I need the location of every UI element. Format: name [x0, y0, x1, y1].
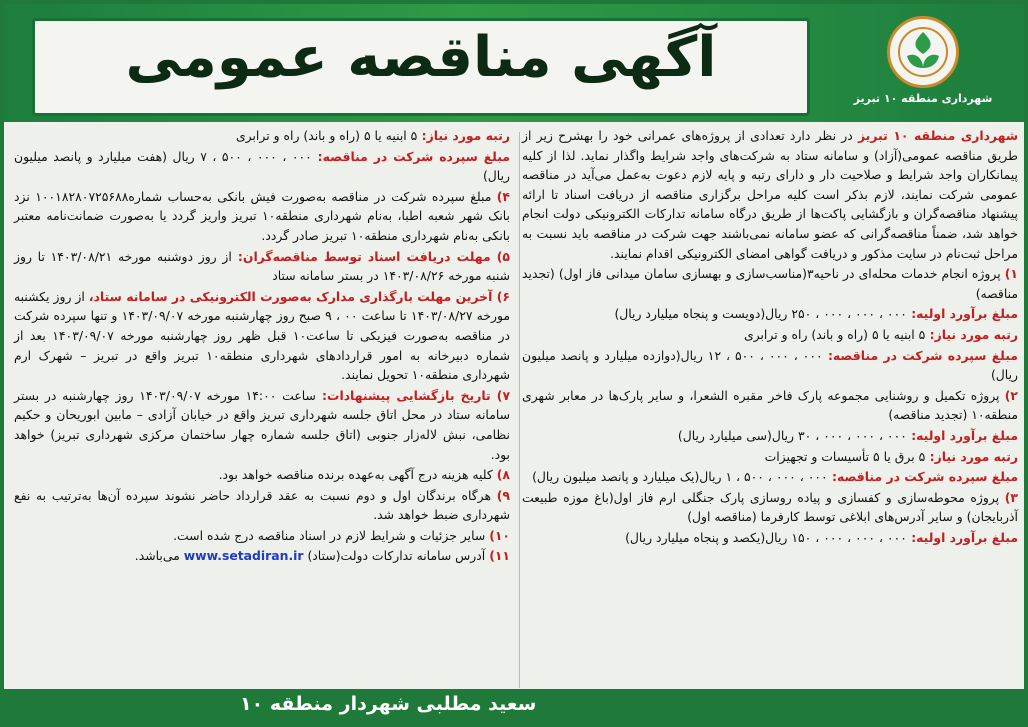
- deposit-value: ۰۰۰ ، ۰۰۰ ، ۵۰۰ ، ۷ ریال (هفت میلیارد و پانصد میلیون ریال): [14, 148, 510, 184]
- item-1-number: ۱): [1004, 266, 1018, 282]
- item-10: [14, 526, 510, 546]
- item-8: [14, 465, 510, 485]
- item-11-text: آدرس سامانه تدارکات دولت(ستاد): [303, 548, 490, 564]
- rank-label: رتبه مورد نیاز:: [417, 128, 510, 143]
- item-5-label: مهلت دریافت اسناد توسط مناقصه‌گران:: [231, 248, 497, 264]
- municipality-logo-icon: [887, 16, 959, 88]
- item-4-text: مبلغ سپرده شرکت در مناقصه به‌صورت فیش بانکی به‌حساب شماره۱۰۰۱۸۲۸۰۷۲۵۶۸۸ نزد بانک شهر شعبه اطبا، به‌نام شهرداری منطقه۱۰ تبریز واریز گردد یا به‌صورت ضمانت‌نامه معتبر بانکی به‌نام شهرداری منطقه۱۰ تبریز صادر گردد.: [14, 188, 510, 243]
- deposit-label: مبلغ سپرده شرکت در مناقصه:: [822, 347, 1018, 363]
- deposit-label: مبلغ سپرده شرکت در مناقصه:: [311, 148, 510, 164]
- item-10-text: سایر جزئیات و شرایط لازم در اسناد مناقصه درج شده است.: [173, 527, 490, 543]
- title-box: [32, 18, 810, 116]
- logo-emblem-icon: [895, 24, 951, 80]
- rank-value: ۵ برق یا ۵ تأسیسات و تجهیزات: [764, 448, 926, 464]
- deposit-value: ۰۰۰ ، ۰۰۰ ، ۵۰۰ ، ۱ ریال(یک میلیارد و پانصد میلیون ریال): [532, 469, 828, 485]
- rank-value: ۵ ابنیه یا ۵ (راه و باند) راه و ترابری: [743, 326, 926, 342]
- item-3-text: پروژه محوطه‌سازی و کفسازی و پیاده روسازی پارک جنگلی ارم فاز اول(باغ موزه طبیعت آذربایجان) و سایر آدرس‌های ابلاغی توسط کارفرما (مناقصه اول): [522, 489, 1018, 525]
- item-1-estimate: [522, 304, 1018, 324]
- intro-lead: شهرداری منطقه ۱۰ تبریز: [857, 128, 1019, 143]
- item-6-number: ۶): [496, 288, 510, 304]
- estimate-label: مبلغ برآورد اولیه:: [906, 427, 1018, 443]
- item-9-number: ۹): [496, 487, 510, 503]
- item-9-text: هرگاه برندگان اول و دوم نسبت به عقد قرارداد حاضر نشوند سپرده آن‌ها به‌ترتیب به نفع شهرداری ضبط خواهد شد.: [14, 487, 510, 523]
- item-2-estimate: [522, 426, 1018, 446]
- item-7-label: تاریخ بازگشایی پیشنهادات:: [315, 387, 497, 403]
- estimate-value: ۰۰۰ ، ۰۰۰ ، ۰۰۰ ، ۲۵۰ ریال(دویست و پنجاه میلیارد ریال): [614, 306, 907, 322]
- item-3-estimate: [522, 528, 1018, 548]
- item-5-number: ۵): [496, 248, 510, 264]
- item-5-text: از روز دوشنبه مورخه ۱۴۰۳/۰۸/۲۱ تا روز شنبه مورخه ۱۴۰۳/۰۸/۲۶ در بستر سامانه ستاد: [14, 248, 510, 284]
- rank-label: رتبه مورد نیاز:: [925, 326, 1018, 342]
- item-6-text: از روز یکشنبه مورخه ۱۴۰۳/۰۸/۲۷ تا ساعت ۰۰ ، ۹ صبح روز چهارشنبه مورخه ۱۴۰۳/۰۹/۰۷ و تنها سپرده شرکت در مناقصه به‌صورت فیزیکی تا ساعت۱۰ قبل ظهر روز چهارشنبه مورخه ۱۴۰۳/۰۹/۰۷ بعد از شماره دبیرخانه به امور قراردادهای شهرداری منطقه۱۰ تبریز واقع در تبریز – شهرک ارم شهرداری منطقه۱۰ تحویل نمایند.: [14, 288, 511, 383]
- item-7: [14, 386, 510, 464]
- estimate-label: مبلغ برآورد اولیه:: [906, 306, 1018, 322]
- notice-body: [14, 126, 1018, 692]
- estimate-value: ۰۰۰ ، ۰۰۰ ، ۰۰۰ ، ۳۰ ریال(سی میلیارد ریال): [677, 427, 907, 443]
- item-7-number: ۷): [496, 387, 511, 403]
- logo-caption: شهرداری منطقه ۱۰ تبریز: [853, 92, 993, 105]
- item-8-text: کلیه هزینه درج آگهی به‌عهده برنده مناقصه خواهد بود.: [218, 467, 497, 483]
- item-2-rank: [522, 447, 1018, 467]
- item-2-text: پروژه تکمیل و روشنایی مجموعه پارک فاخر مقبره الشعرا، و سایر پارک‌ها در معابر شهری منطقه۱۰ (تجدید مناقصه): [522, 387, 1018, 423]
- rank-label: رتبه مورد نیاز:: [925, 448, 1018, 464]
- setadiran-link[interactable]: www.setadiran.ir: [183, 548, 304, 564]
- column-divider: [519, 132, 520, 688]
- item-2: [522, 386, 1018, 425]
- item-9: [14, 486, 510, 525]
- mayor-signature: سعید مطلبی شهردار منطقه ۱۰: [240, 693, 537, 715]
- intro-paragraph: [522, 126, 1018, 263]
- left-column: [14, 126, 510, 692]
- intro-text: در نظر دارد تعدادی از پروژه‌های عمرانی خود را بهشرح زیر از طریق مناقصه عمومی(آزاد) و سامانه ستاد به شرکت‌های واجد شرایط واگذار نماید. لذا از کلیه پیمانکاران واجد شرایط و صلاحیت دار و دارای رتبه و پایه لازم دعوت به‌عمل می‌آید در مناقصه عمومی شرکت نمایند، لازم بذکر است کلیه مراحل برگزاری مناقصه از دریافت اسناد تا ارائه پیشنهاد مناقصه‌گران و بازگشایی پاکت‌ها از طریق درگاه سامانه تدارکات الکترونیکی دولت انجام خواهد شد، ضمناً مناقصه‌گرانی که عضو سامانه نمی‌باشند جهت شرکت در مناقصه باید نسبت به مراحل ثبت‌نام در سایت مذکور و دریافت گواهی امضای الکترونیکی اقدام نمایند.: [522, 128, 1018, 261]
- item-6: [14, 287, 510, 385]
- item-2-deposit: [522, 467, 1018, 487]
- item-3-number: ۳): [1004, 489, 1018, 505]
- estimate-label: مبلغ برآورد اولیه:: [906, 529, 1018, 545]
- item-3: [522, 488, 1018, 527]
- item-3-rank: [14, 126, 510, 146]
- item-4-number: ۴): [496, 188, 510, 204]
- item-1: [522, 264, 1018, 303]
- municipality-logo-block: [838, 16, 1008, 112]
- item-4: [14, 187, 510, 246]
- item-6-label: آخرین مهلت بارگذاری مدارک به‌صورت الکترونیکی در سامانه ستاد،: [88, 288, 497, 304]
- item-1-deposit: [522, 346, 1018, 385]
- item-7-text: ساعت ۱۴:۰۰ مورخه ۱۴۰۳/۰۹/۰۷ روز چهارشنبه در بستر سامانه ستاد در محل اتاق جلسه شهرداری تبریز واقع در خیابان آزادی – مابین ابوریحان و حکیم نظامی، نبش لاله‌زار جنوبی (اتاق جلسه شماره چهار ساختمان مرکزی شهرداری تبریز) خواهد بود.: [14, 387, 510, 462]
- notice-header: [4, 4, 1024, 122]
- item-11-end: می‌باشد.: [134, 548, 184, 564]
- item-11: [14, 546, 510, 566]
- item-8-number: ۸): [496, 467, 510, 483]
- right-column: [522, 126, 1018, 692]
- rank-value: ۵ ابنیه یا ۵ (راه و باند) راه و ترابری: [235, 128, 418, 143]
- item-5: [14, 247, 510, 286]
- item-10-number: ۱۰): [489, 527, 510, 543]
- item-3-deposit: [14, 147, 510, 186]
- item-1-text: پروژه انجام خدمات محله‌ای در ناحیه۳(مناسب‌سازی و بهسازی سامان میدانی فاز اول) (تجدید مناقصه): [522, 266, 1018, 301]
- signature-bar: [4, 689, 1024, 723]
- item-11-number: ۱۱): [489, 548, 510, 564]
- item-1-rank: [522, 325, 1018, 345]
- notice-title: آگهی مناقصه عمومی: [125, 25, 717, 90]
- estimate-value: ۰۰۰ ، ۰۰۰ ، ۰۰۰ ، ۱۵۰ ریال(یکصد و پنجاه میلیارد ریال): [625, 529, 907, 545]
- deposit-value: ۰۰۰ ، ۰۰۰ ، ۵۰۰ ، ۱۲ ریال(دوازده میلیارد و پانصد میلیون ریال): [522, 347, 1018, 383]
- deposit-label: مبلغ سپرده شرکت در مناقصه:: [827, 469, 1018, 485]
- item-2-number: ۲): [1004, 387, 1018, 403]
